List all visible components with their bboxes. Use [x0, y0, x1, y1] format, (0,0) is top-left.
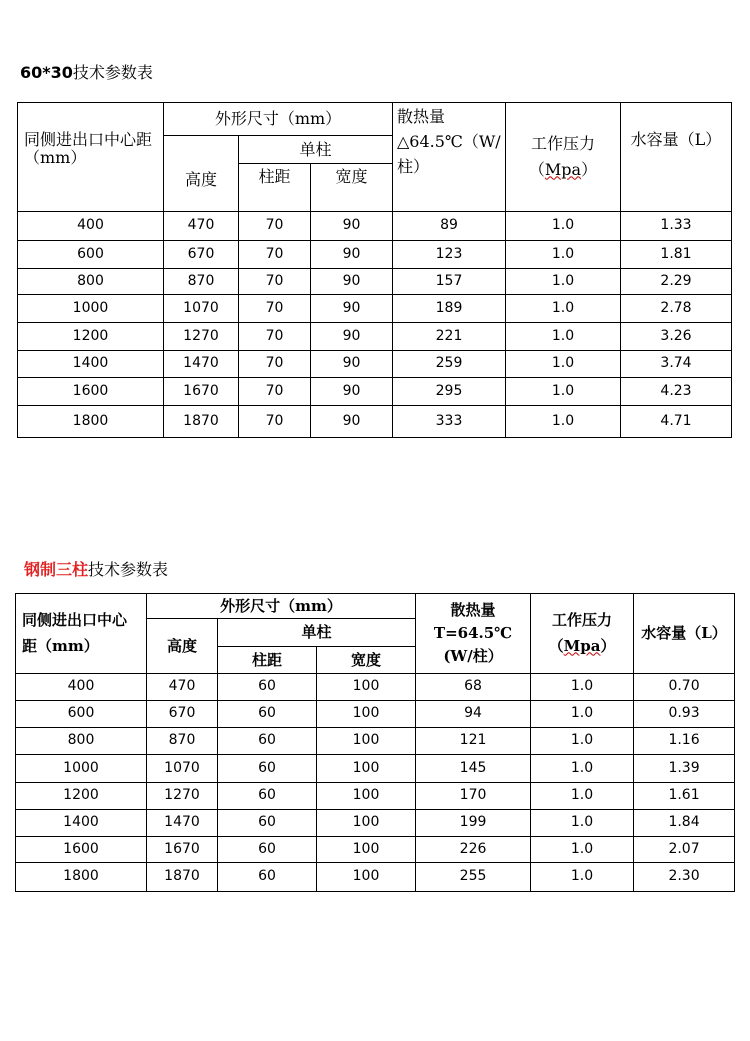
cell-heat-dissipation: 226 — [416, 837, 531, 863]
cell-column-distance: 70 — [239, 212, 311, 241]
cell-width: 100 — [317, 728, 416, 755]
header-column-distance: 柱距 — [239, 164, 311, 212]
header-pressure-a: 工作压力（ — [528, 134, 595, 179]
header-water-capacity: 水容量（L） — [621, 103, 732, 212]
cell-water-capacity: 1.81 — [621, 241, 732, 269]
table1 — [17, 102, 732, 438]
cell-height: 1670 — [147, 837, 218, 863]
table-row — [18, 351, 732, 378]
cell-water-capacity: 1.39 — [634, 755, 735, 783]
cell-pressure: 1.0 — [531, 837, 634, 863]
cell-center-distance: 600 — [16, 701, 147, 728]
cell-pressure: 1.0 — [531, 674, 634, 701]
cell-center-distance: 1800 — [16, 863, 147, 892]
cell-column-distance: 70 — [239, 323, 311, 351]
cell-center-distance: 1000 — [18, 295, 164, 323]
cell-center-distance: 400 — [18, 212, 164, 241]
cell-width: 90 — [311, 351, 393, 378]
header-pressure-mpa: Mpa — [544, 159, 582, 179]
cell-height: 1070 — [164, 295, 239, 323]
cell-pressure: 1.0 — [506, 406, 621, 438]
header-heat-dissipation: 散热量T=64.5℃(W/柱） — [416, 594, 531, 674]
table2-title-red: 钢制三柱 — [24, 560, 89, 579]
cell-water-capacity: 2.78 — [621, 295, 732, 323]
cell-heat-dissipation: 94 — [416, 701, 531, 728]
table-row — [16, 755, 735, 783]
cell-pressure: 1.0 — [506, 323, 621, 351]
cell-center-distance: 800 — [16, 728, 147, 755]
cell-column-distance: 60 — [218, 701, 317, 728]
cell-center-distance: 1400 — [18, 351, 164, 378]
header-center-distance: 同侧进出口中心距（mm） — [16, 594, 147, 674]
cell-column-distance: 60 — [218, 810, 317, 837]
cell-width: 100 — [317, 837, 416, 863]
cell-height: 1870 — [164, 406, 239, 438]
cell-water-capacity: 2.07 — [634, 837, 735, 863]
cell-center-distance: 1600 — [16, 837, 147, 863]
table1-title — [20, 60, 153, 83]
cell-height: 670 — [147, 701, 218, 728]
table-row — [18, 295, 732, 323]
cell-heat-dissipation: 121 — [416, 728, 531, 755]
table-row — [18, 323, 732, 351]
header-heat-dissipation: 散热量△64.5℃（W/柱） — [393, 103, 506, 212]
table2 — [15, 593, 735, 892]
header-center-distance: 同侧进出口中心距（mm） — [18, 103, 164, 212]
cell-water-capacity: 4.71 — [621, 406, 732, 438]
table-row — [18, 406, 732, 438]
table-row — [16, 783, 735, 810]
cell-heat-dissipation: 89 — [393, 212, 506, 241]
cell-water-capacity: 3.26 — [621, 323, 732, 351]
cell-heat-dissipation: 295 — [393, 378, 506, 406]
table-row — [16, 701, 735, 728]
cell-height: 470 — [164, 212, 239, 241]
header-width: 宽度 — [311, 164, 393, 212]
cell-column-distance: 70 — [239, 351, 311, 378]
cell-pressure: 1.0 — [531, 810, 634, 837]
cell-column-distance: 60 — [218, 674, 317, 701]
cell-center-distance: 1400 — [16, 810, 147, 837]
header-single-column: 单柱 — [218, 619, 416, 647]
header-height: 高度 — [164, 136, 239, 212]
cell-heat-dissipation: 170 — [416, 783, 531, 810]
header-pressure — [506, 103, 621, 212]
cell-water-capacity: 0.93 — [634, 701, 735, 728]
cell-water-capacity: 1.61 — [634, 783, 735, 810]
cell-heat-dissipation: 145 — [416, 755, 531, 783]
cell-width: 100 — [317, 755, 416, 783]
cell-height: 1270 — [147, 783, 218, 810]
cell-pressure: 1.0 — [531, 863, 634, 892]
cell-column-distance: 60 — [218, 783, 317, 810]
cell-width: 100 — [317, 863, 416, 892]
cell-column-distance: 60 — [218, 755, 317, 783]
cell-heat-dissipation: 333 — [393, 406, 506, 438]
cell-water-capacity: 4.23 — [621, 378, 732, 406]
cell-width: 90 — [311, 295, 393, 323]
cell-pressure: 1.0 — [506, 212, 621, 241]
cell-height: 670 — [164, 241, 239, 269]
table-row — [18, 269, 732, 295]
table-row — [18, 378, 732, 406]
cell-height: 1070 — [147, 755, 218, 783]
header-column-distance: 柱距 — [218, 647, 317, 674]
table-row — [16, 863, 735, 892]
table-row — [16, 810, 735, 837]
cell-width: 90 — [311, 212, 393, 241]
cell-width: 90 — [311, 323, 393, 351]
cell-heat-dissipation: 255 — [416, 863, 531, 892]
cell-water-capacity: 1.84 — [634, 810, 735, 837]
cell-center-distance: 400 — [16, 674, 147, 701]
header-height: 高度 — [147, 619, 218, 674]
cell-heat-dissipation: 123 — [393, 241, 506, 269]
cell-center-distance: 600 — [18, 241, 164, 269]
header-pressure-a: 工作压力（ — [548, 611, 613, 655]
header-pressure — [531, 594, 634, 674]
header-pressure-b: ） — [600, 636, 616, 655]
cell-heat-dissipation: 189 — [393, 295, 506, 323]
cell-height: 870 — [164, 269, 239, 295]
cell-column-distance: 70 — [239, 295, 311, 323]
cell-width: 100 — [317, 810, 416, 837]
cell-width: 90 — [311, 241, 393, 269]
cell-center-distance: 1200 — [16, 783, 147, 810]
cell-height: 1470 — [147, 810, 218, 837]
cell-pressure: 1.0 — [506, 295, 621, 323]
table-row — [18, 212, 732, 241]
cell-center-distance: 1000 — [16, 755, 147, 783]
cell-height: 1870 — [147, 863, 218, 892]
cell-heat-dissipation: 221 — [393, 323, 506, 351]
header-width: 宽度 — [317, 647, 416, 674]
cell-water-capacity: 2.29 — [621, 269, 732, 295]
cell-height: 1670 — [164, 378, 239, 406]
cell-heat-dissipation: 157 — [393, 269, 506, 295]
table1-title-bold: 60*30 — [20, 63, 73, 82]
cell-pressure: 1.0 — [531, 728, 634, 755]
cell-water-capacity: 1.33 — [621, 212, 732, 241]
cell-pressure: 1.0 — [506, 351, 621, 378]
table-row — [16, 837, 735, 863]
cell-pressure: 1.0 — [531, 783, 634, 810]
cell-center-distance: 1200 — [18, 323, 164, 351]
cell-center-distance: 1600 — [18, 378, 164, 406]
cell-pressure: 1.0 — [506, 378, 621, 406]
header-pressure-mpa: Mpa — [563, 636, 601, 655]
table-row — [18, 241, 732, 269]
header-pressure-b: ） — [581, 159, 598, 179]
cell-heat-dissipation: 199 — [416, 810, 531, 837]
cell-height: 470 — [147, 674, 218, 701]
cell-water-capacity: 2.30 — [634, 863, 735, 892]
cell-width: 100 — [317, 701, 416, 728]
cell-column-distance: 70 — [239, 241, 311, 269]
header-water-capacity: 水容量（L） — [634, 594, 735, 674]
cell-water-capacity: 1.16 — [634, 728, 735, 755]
header-outer-size: 外形尺寸（mm） — [147, 594, 416, 619]
cell-heat-dissipation: 68 — [416, 674, 531, 701]
cell-pressure: 1.0 — [506, 269, 621, 295]
cell-water-capacity: 0.70 — [634, 674, 735, 701]
cell-column-distance: 60 — [218, 863, 317, 892]
cell-width: 100 — [317, 674, 416, 701]
cell-pressure: 1.0 — [531, 755, 634, 783]
cell-width: 90 — [311, 269, 393, 295]
table-row — [16, 728, 735, 755]
cell-column-distance: 60 — [218, 728, 317, 755]
table2-title-text: 技术参数表 — [88, 560, 169, 579]
cell-center-distance: 800 — [18, 269, 164, 295]
cell-column-distance: 60 — [218, 837, 317, 863]
cell-pressure: 1.0 — [506, 241, 621, 269]
cell-center-distance: 1800 — [18, 406, 164, 438]
table2-title — [24, 557, 168, 580]
table1-title-text: 技术参数表 — [72, 63, 153, 82]
cell-heat-dissipation: 259 — [393, 351, 506, 378]
header-outer-size: 外形尺寸（mm） — [164, 103, 393, 136]
cell-width: 90 — [311, 378, 393, 406]
header-single-column: 单柱 — [239, 136, 393, 164]
cell-height: 870 — [147, 728, 218, 755]
cell-width: 100 — [317, 783, 416, 810]
cell-width: 90 — [311, 406, 393, 438]
cell-water-capacity: 3.74 — [621, 351, 732, 378]
cell-height: 1470 — [164, 351, 239, 378]
cell-column-distance: 70 — [239, 269, 311, 295]
cell-column-distance: 70 — [239, 406, 311, 438]
cell-height: 1270 — [164, 323, 239, 351]
cell-column-distance: 70 — [239, 378, 311, 406]
table-row — [16, 674, 735, 701]
cell-pressure: 1.0 — [531, 701, 634, 728]
